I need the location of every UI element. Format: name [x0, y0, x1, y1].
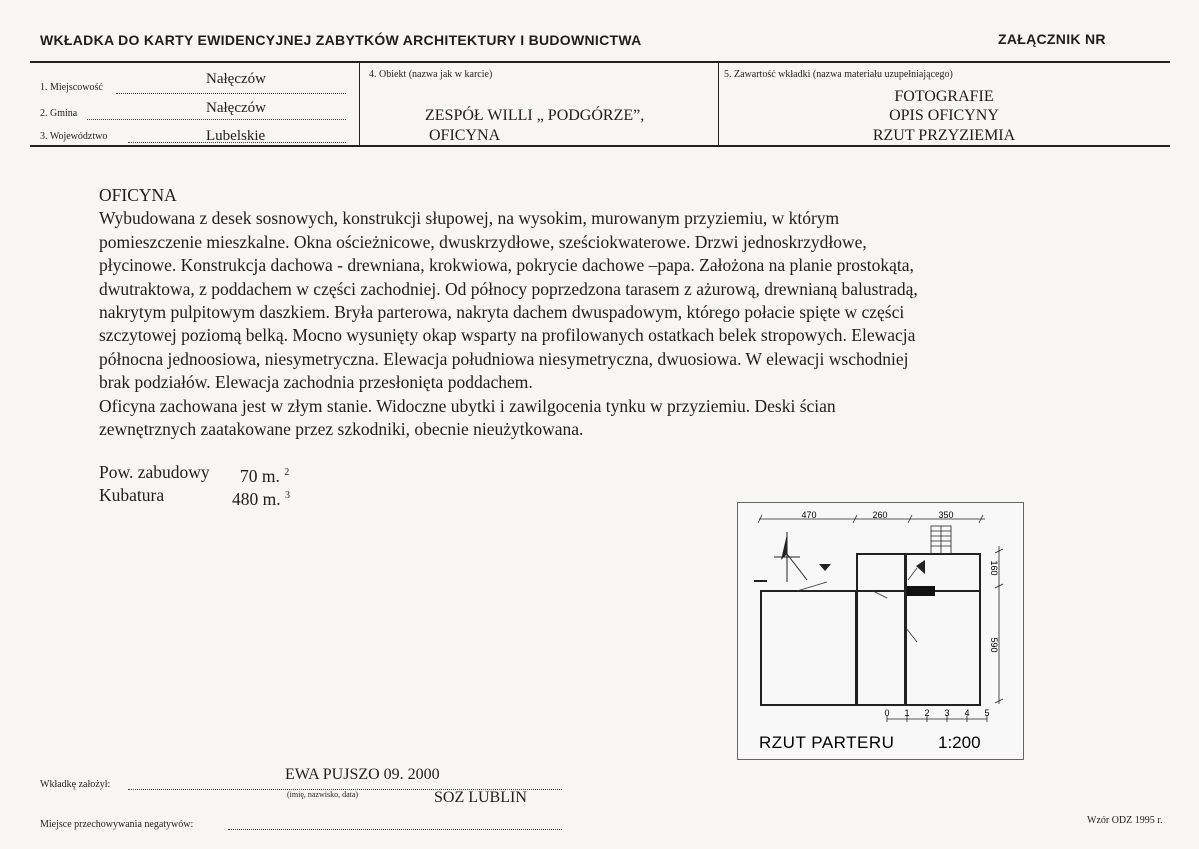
- author-label: Wkładkę założył:: [40, 779, 111, 790]
- storage-dots: [228, 829, 562, 830]
- description-line: zewnętrznych zaatakowane przez szkodniki, obecnie nieużytkowana.: [99, 419, 584, 440]
- description-line: nakrytym pulpitowym daszkiem. Bryła parterowa, nakryta dachem dwuspadowym, którego połacie spięte w części: [99, 302, 905, 323]
- area-unit-sup: 2: [284, 467, 290, 478]
- dim-right-2: 590: [989, 637, 999, 653]
- volume-unit-sup: 3: [285, 490, 290, 501]
- scale-tick-0: 0: [884, 708, 890, 718]
- chimney-icon: [907, 586, 935, 596]
- author-hint: (imię, nazwisko, data): [287, 790, 359, 799]
- volume-number: 480 m.: [232, 488, 281, 509]
- locality-dots: [116, 93, 346, 94]
- attachment-label: ZAŁĄCZNIK NR: [998, 31, 1106, 47]
- volume-value: [232, 484, 290, 511]
- header-divider-1: [359, 62, 360, 146]
- commune-value: Nałęczów: [206, 100, 266, 116]
- contents-line-1: FOTOGRAFIE: [894, 88, 994, 105]
- locality-value: Nałęczów: [206, 71, 266, 87]
- volume-label: Kubatura: [99, 485, 165, 505]
- province-value: Lubelskie: [206, 128, 266, 144]
- province-label: 3. Województwo: [40, 131, 108, 142]
- dim-top-2: 260: [872, 510, 888, 520]
- description-block: [99, 184, 1169, 441]
- plan-scale: 1:200: [938, 733, 981, 752]
- scale-tick-1: 1: [904, 708, 910, 718]
- commune-dots: [87, 119, 346, 120]
- description-line: płycinowe. Konstrukcja dachowa - drewniana, krokwiowa, pokrycie dachowe –papa. Założona na planie prostokąta,: [99, 255, 914, 276]
- plan-caption: RZUT PARTERU: [759, 733, 895, 752]
- object-line-1: ZESPÓŁ WILLI „ PODGÓRZE”,: [425, 107, 645, 124]
- floor-plan: [737, 502, 1024, 760]
- scale-tick-4: 4: [964, 708, 970, 718]
- header-top-rule: [30, 61, 1170, 63]
- scale-tick-2: 2: [924, 708, 930, 718]
- locality-label: 1. Miejscowość: [40, 82, 103, 93]
- commune-label: 2. Gmina: [40, 108, 78, 119]
- scale-tick-5: 5: [984, 708, 990, 718]
- dim-top-3: 350: [938, 510, 954, 520]
- institution-value: SOZ LUBLIN: [434, 789, 527, 806]
- dim-top-1: 470: [801, 510, 817, 520]
- object-line-2: OFICYNA: [429, 127, 501, 144]
- description-line: północna jednoosiowa, niesymetryczna. Elewacja południowa niesymetryczna, dwuosiowa. W elewacji wschodniej: [99, 348, 909, 369]
- object-label: 4. Obiekt (nazwa jak w karcie): [369, 69, 493, 80]
- storage-label: Miejsce przechowywania negatywów:: [40, 819, 194, 830]
- area-label: Pow. zabudowy: [99, 462, 210, 482]
- contents-line-2: OPIS OFICYNY: [889, 107, 999, 124]
- author-value: EWA PUJSZO 09. 2000: [285, 766, 440, 783]
- header-bottom-rule: [30, 145, 1170, 147]
- description-line: Wybudowana z desek sosnowych, konstrukcji słupowej, na wysokim, murowanym przyziemiu, w którym: [99, 208, 840, 229]
- description-heading: OFICYNA: [99, 185, 177, 205]
- scale-tick-3: 3: [944, 708, 950, 718]
- form-title: WKŁADKA DO KARTY EWIDENCYJNEJ ZABYTKÓW ARCHITEKTURY I BUDOWNICTWA: [40, 32, 642, 48]
- description-line: brak podziałów. Elewacja zachodnia przesłonięta poddachem.: [99, 372, 533, 393]
- area-number: 70 m.: [240, 465, 280, 486]
- description-line: dwutraktowa, z poddachem w części zachodniej. Od północy poprzedzona tarasem z ażurową, drewnianą balustradą,: [99, 278, 918, 299]
- dim-right-1: 160: [989, 560, 999, 576]
- description-line: Oficyna zachowana jest w złym stanie. Widoczne ubytki i zawilgocenia tynku w przyziemiu. Deski ścian: [99, 395, 836, 416]
- description-line: szczytowej poziomą belką. Mocno wysunięty okap wsparty na profilowanych ostatkach belek stropowych. Elewacja: [99, 325, 916, 346]
- contents-label: 5. Zawartość wkładki (nazwa materiału uzupełniającego): [724, 69, 953, 80]
- form-version: Wzór ODZ 1995 r.: [1087, 815, 1163, 826]
- description-line: pomieszczenie mieszkalne. Okna ościeżnicowe, dwuskrzydłowe, sześciokwaterowe. Drzwi jednoskrzydłowe,: [99, 231, 867, 252]
- contents-line-3: RZUT PRZYZIEMIA: [872, 127, 1016, 144]
